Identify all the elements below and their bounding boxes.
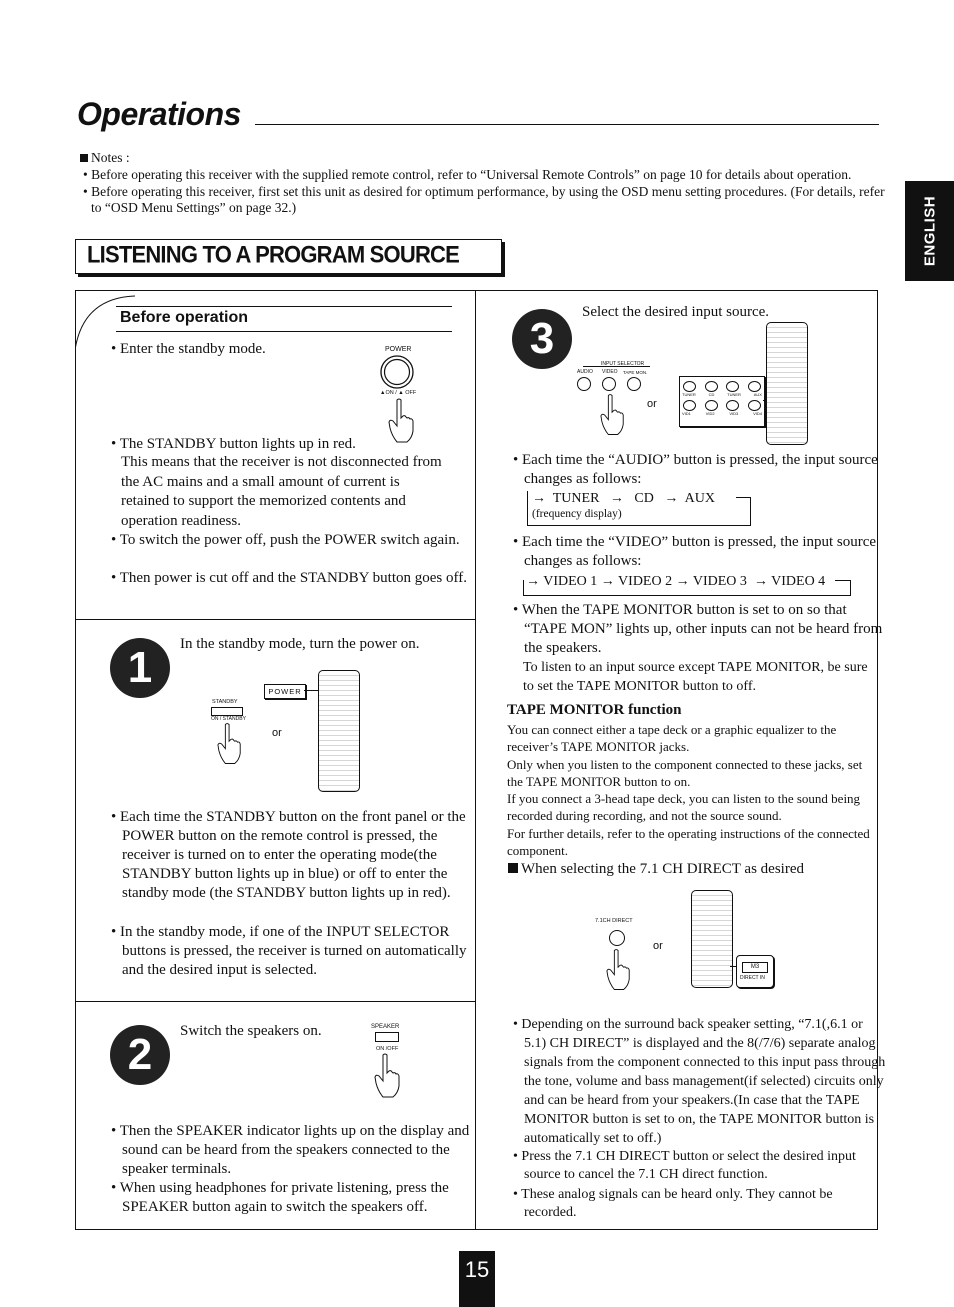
bullet-item: • Then the SPEAKER indicator lights up on the display and sound can be heard from the speakers connected to the speaker terminals.	[111, 1123, 470, 1177]
square-bullet-icon	[508, 863, 518, 873]
remote-input-keys	[679, 376, 765, 427]
or-label: or	[653, 940, 663, 952]
direct-heading	[508, 860, 804, 879]
bullet-text: Each time the “VIDEO” button is pressed, the input source changes as follows:	[522, 534, 877, 569]
remote-key[interactable]	[683, 381, 696, 392]
note-item: • Before operating this receiver, first set this unit as desired for optimum performance, by using the OSD menu setting procedures. (For details, refer to “OSD Menu Settings” on page 32.)	[83, 184, 885, 215]
tape-mon-button[interactable]	[627, 377, 641, 391]
bullet-item: • Each time the STANDBY button on the front panel or the POWER button on the remote control is pressed, the receiver is turned on to enter the operating mode(the STANDBY button lights up in blue) or off to enter the standby mode (the STANDBY button lights up in red).	[111, 809, 466, 901]
notes	[80, 150, 885, 217]
bullet-text: In the standby mode, if one of the INPUT SELECTOR buttons is pressed, the receiver is turned on automatically and the desired input is selected.	[120, 924, 467, 978]
before-operation-title: Before operation	[120, 309, 249, 326]
standby-label: STANDBY	[212, 699, 238, 705]
speaker-label: SPEAKER	[371, 1024, 400, 1030]
column-divider	[475, 290, 476, 1230]
remote-key[interactable]	[683, 400, 696, 411]
remote-key-label: VID1	[682, 411, 691, 416]
bullet-item: • Depending on the surround back speaker setting, “7.1(,6.1 or 5.1) CH DIRECT” is displayed and the 8(/7/6) separate analog signals from the component connected to this input pass through the tone, volume and bass management(if selected) circuits only and can be heard from your speakers.(In case that the TAPE MONITOR button is set to on, the TAPE MONITOR button is automatically set to off.)	[513, 1017, 886, 1146]
remote-power-button[interactable]: POWER	[264, 684, 306, 699]
step-divider	[75, 1001, 476, 1002]
hand-pointer-icon	[606, 948, 632, 992]
before-rule	[116, 306, 452, 307]
flow-item: VIDEO 1	[543, 574, 598, 589]
direct-in-label: DIRECT IN	[740, 975, 765, 981]
m3-key[interactable]: M3	[742, 962, 768, 973]
bullet-text: These analog signals can be heard only. They cannot be recorded.	[521, 1187, 833, 1220]
bullet-item: • These analog signals can be heard only. They cannot be recorded.	[513, 1187, 833, 1220]
bullet-text: When using headphones for private listening, press the SPEAKER button again to switch the speakers off.	[119, 1180, 449, 1215]
step-instruction: In the standby mode, turn the power on.	[180, 636, 420, 652]
video-flow-sequence: → VIDEO 1 → VIDEO 2 → VIDEO 3 → VIDEO 4	[526, 574, 826, 589]
bullet-text: To switch the power off, push the POWER switch again.	[119, 532, 460, 548]
section-title: LISTENING TO A PROGRAM SOURCE	[87, 240, 460, 268]
page-number: 15	[459, 1251, 495, 1307]
title-rule	[255, 124, 879, 125]
notes-heading-text: Notes :	[91, 150, 130, 165]
language-tab-label: ENGLISH	[921, 195, 938, 267]
bullet-item: • Each time the “VIDEO” button is pressed, the input source changes as follows:	[513, 534, 877, 569]
remote-key-label: AUX	[753, 392, 762, 397]
power-label: POWER	[385, 346, 412, 353]
bullet-continuation: This means that the receiver is not disconnected from the AC mains and a small amount of current is retained to support the memorized contents and operation readiness.	[121, 454, 442, 529]
flow-item: AUX	[684, 491, 715, 506]
bullet-text: Each time the “AUDIO” button is pressed, the input source changes as follows:	[522, 452, 878, 487]
flow-item: VIDEO 2	[618, 574, 673, 589]
standby-sub-label: ON / STANDBY	[211, 716, 246, 722]
video-label: VIDEO	[602, 369, 618, 375]
audio-button[interactable]	[577, 377, 591, 391]
remote-key-label: VID4	[753, 411, 762, 416]
input-selector-label: INPUT SELECTOR	[601, 361, 645, 367]
hand-pointer-icon	[600, 393, 626, 437]
speaker-sub-label: ON /OFF	[376, 1046, 399, 1052]
language-tab	[905, 181, 954, 281]
power-switch-icon	[378, 353, 416, 395]
bullet-item: • In the standby mode, if one of the INPUT SELECTOR buttons is pressed, the receiver is turned on automatically and the desired input is selected.	[111, 924, 467, 978]
flow-item: CD	[634, 491, 654, 506]
note-item: • Before operating this receiver with the supplied remote control, refer to “Universal Remote Controls” on page 10 for details about operation.	[83, 167, 852, 182]
tape-monitor-paragraph: If you connect a 3-head tape deck, you can listen to the sound being recorded during recording, and not the source sound.	[507, 791, 861, 824]
flow-return-line	[835, 580, 851, 581]
tape-monitor-paragraph: You can connect either a tape deck or a graphic equalizer to the receiver’s TAPE MONITOR jacks.	[507, 722, 837, 755]
square-bullet-icon	[80, 154, 88, 162]
tape-monitor-paragraph: Only when you listen to the component connected to these jacks, set the TAPE MONITOR button to on.	[507, 756, 863, 789]
remote-control-icon	[766, 322, 808, 445]
bullet-item: • When the TAPE MONITOR button is set to on so that “TAPE MON” lights up, other inputs can not be heard from the speakers.	[513, 602, 883, 656]
or-label: or	[647, 398, 657, 410]
video-button[interactable]	[602, 377, 616, 391]
bullet-item: • Press the 7.1 CH DIRECT button or select the desired input source to cancel the 7.1 CH direct function.	[513, 1149, 856, 1182]
flow-note: (frequency display)	[532, 508, 622, 520]
step-instruction: Select the desired input source.	[582, 304, 770, 320]
direct-button[interactable]	[609, 930, 625, 946]
audio-label: AUDIO	[577, 369, 593, 375]
remote-key[interactable]	[705, 400, 718, 411]
page-title: Operations	[77, 96, 241, 132]
bullet-item: • To switch the power off, push the POWER switch again.	[111, 532, 460, 548]
note-item-text: Before operating this receiver with the supplied remote control, refer to “Universal Remote Controls” on page 10 for details about operation.	[91, 167, 852, 182]
speaker-button[interactable]	[375, 1032, 399, 1042]
bullet-item: • When using headphones for private listening, press the SPEAKER button again to switch the speakers off.	[111, 1180, 449, 1215]
bullet-text: Enter the standby mode.	[120, 341, 266, 357]
remote-key[interactable]	[705, 381, 718, 392]
bullet-item: • The STANDBY button lights up in red.	[111, 436, 356, 452]
flow-item: TUNER	[552, 491, 600, 506]
remote-key-label: TUNER	[727, 392, 741, 397]
step-number: 3	[512, 309, 572, 369]
bullet-text: Each time the STANDBY button on the front panel or the POWER button on the remote control is pressed, the receiver is turned on to enter the operating mode(the STANDBY button lights up in blue) or off to enter the standby mode (the STANDBY button lights up in red).	[120, 809, 466, 901]
remote-key[interactable]	[726, 400, 739, 411]
bullet-item: • Each time the “AUDIO” button is pressed, the input source changes as follows:	[513, 452, 878, 487]
direct-button-label: 7.1CH DIRECT	[595, 918, 633, 924]
tape-monitor-text	[507, 721, 877, 859]
standby-button[interactable]	[211, 707, 243, 716]
bullet-text: Depending on the surround back speaker setting, “7.1(,6.1 or 5.1) CH DIRECT” is displayed and the 8(/7/6) separate analog signals from the component connected to this input pass through the tone, volume and bass management(if selected) circuits only and can be heard from your speakers.(In case that the TAPE MONITOR button is set to on, the TAPE MONITOR button is automatically set to off.)	[521, 1017, 886, 1146]
audio-flow-sequence: → TUNER → CD → AUX	[532, 491, 715, 506]
or-label: or	[272, 727, 282, 739]
remote-key[interactable]	[748, 400, 761, 411]
tape-mon-label: TAPE MON.	[623, 370, 648, 375]
remote-key-label: TUNER	[682, 392, 696, 397]
note-item-text: Before operating this receiver, first set this unit as desired for optimum performance, by using the OSD menu setting procedures. (For details, refer to “OSD Menu Settings” on page 32.)	[91, 184, 885, 215]
bullet-item: • Then power is cut off and the STANDBY button goes off.	[111, 570, 467, 586]
bullet-item: • Enter the standby mode.	[111, 341, 266, 357]
hand-pointer-icon	[374, 1053, 402, 1099]
tape-monitor-title: TAPE MONITOR function	[507, 702, 682, 718]
direct-in-key-box	[736, 955, 774, 988]
step-instruction: Switch the speakers on.	[180, 1023, 322, 1039]
power-sub-label: ▲ON / ▲ OFF	[380, 390, 417, 396]
remote-control-icon	[691, 890, 733, 988]
input-selector-rule	[583, 366, 650, 367]
remote-control-icon	[318, 670, 360, 792]
remote-key[interactable]	[748, 381, 761, 392]
step-number: 2	[110, 1025, 170, 1085]
bullet-text: Then power is cut off and the STANDBY button goes off.	[119, 570, 467, 586]
section-header	[75, 239, 502, 274]
direct-heading-text: When selecting the 7.1 CH DIRECT as desired	[521, 861, 804, 877]
remote-key[interactable]	[726, 381, 739, 392]
remote-key-label: CD	[708, 392, 715, 397]
tape-monitor-paragraph: For further details, refer to the operating instructions of the connected component.	[507, 825, 870, 859]
notes-heading	[80, 150, 885, 166]
bullet-text: When the TAPE MONITOR button is set to on so that “TAPE MON” lights up, other inputs can not be heard from the speakers.	[521, 602, 883, 656]
before-rule	[116, 331, 452, 332]
step-number: 1	[110, 638, 170, 698]
hand-pointer-icon	[217, 722, 243, 766]
flow-item: VIDEO 3	[692, 574, 747, 589]
remote-key-label: VID2	[705, 411, 715, 416]
bullet-text: Press the 7.1 CH DIRECT button or select the desired input source to cancel the 7.1 CH direct function.	[521, 1149, 856, 1182]
step-divider	[75, 619, 476, 620]
bullet-text: The STANDBY button lights up in red.	[119, 436, 356, 452]
flow-item: VIDEO 4	[771, 574, 826, 589]
bullet-text: Then the SPEAKER indicator lights up on the display and sound can be heard from the speakers connected to the speaker terminals.	[119, 1123, 470, 1177]
bullet-continuation: To listen to an input source except TAPE MONITOR, be sure to set the TAPE MONITOR button to off.	[523, 660, 868, 694]
remote-key-label: VID3	[729, 411, 739, 416]
